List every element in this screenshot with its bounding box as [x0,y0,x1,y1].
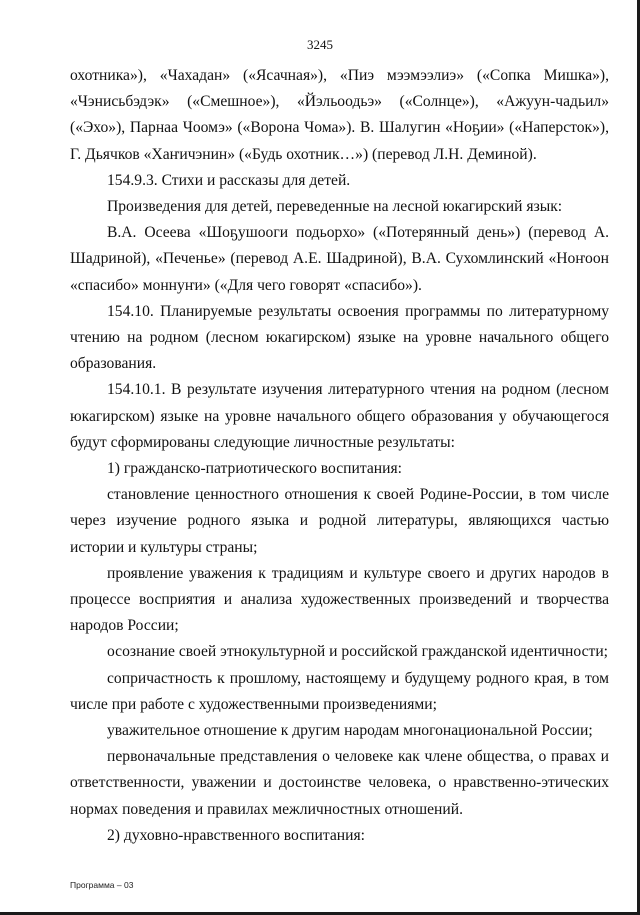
list-item-involvement: сопричастность к прошлому, настоящему и будущему родного края, в том числе при работе с художественными произведениями; [70,669,609,713]
list-item-respect-peoples: уважительное отношение к другим народам многонациональной России; [107,722,593,740]
list-item-value-attitude: становление ценностного отношения к своей Родине-России, в том числе через изучение родного языка и родной литературы, являющихся частью истории и культуры страны; [70,486,609,556]
paragraph-personal-results-intro: 154.10.1. В результате изучения литературного чтения на родном (лесном юкагирском) языке на уровне начального общего образования у обучающегося будут сформированы следующие личностные результаты: [70,381,609,451]
list-heading-civic-patriotic: 1) гражданско-патриотического воспитания: [107,460,402,478]
list-heading-spiritual-moral: 2) духовно-нравственного воспитания: [107,826,365,844]
list-item-initial-ideas: первоначальные представления о человеке как члене общества, о правах и ответственности, уважении и достоинстве человека, о нравственно-этических нормах поведения и правилах межличностных отношений. [70,748,609,818]
paragraph-translated-works-intro: Произведения для детей, переведенные на лесной юкагирский язык: [107,198,563,216]
list-item-respect-traditions: проявление уважения к традициям и культуре своего и других народов в процессе восприятия и анализа художественных произведений и творчества народов России; [70,564,609,635]
page-number: 3245 [307,37,333,52]
section-heading-planned-results: 154.10. Планируемые результаты освоения программы по литературному чтению на родном (лесном юкагирском) языке на уровне начального общего образования. [70,302,609,373]
document-body [70,63,609,849]
list-item-identity: осознание своей этнокультурной и российской гражданской идентичности; [107,643,609,661]
paragraph-translated-works-list: В.А. Осеева «Шоҕушооги подьорхо» («Потерянный день») (перевод А. Шадриной), «Печенье» (перевод А.Е. Шадриной), В.А. Сухомлинский «Ноҥоон «спасибо» моннуҥи» («Для чего говорят «спасибо»). [70,224,609,294]
section-heading-poems-stories: 154.9.3. Стихи и рассказы для детей. [107,171,351,189]
paragraph-work-list-continued: охотника»), «Чахадан» («Ясачная»), «Пиэ мээмээлиэ» («Сопка Мишка»), «Чэнисьбэдэк» («Смешное»), «Йэльоодьэ» («Солнце»), «Ажуун-чадьил» («Эхо»), Парнаа Чоомэ» («Ворона Чома»). В. Шалугин «Ноҕии» («Наперсток»), Г. Дьячков «Хаҥичэнин» («Будь охотник…») (перевод Л.Н. Деминой). [70,67,609,163]
page-footer: Программа – 03 [70,880,134,890]
